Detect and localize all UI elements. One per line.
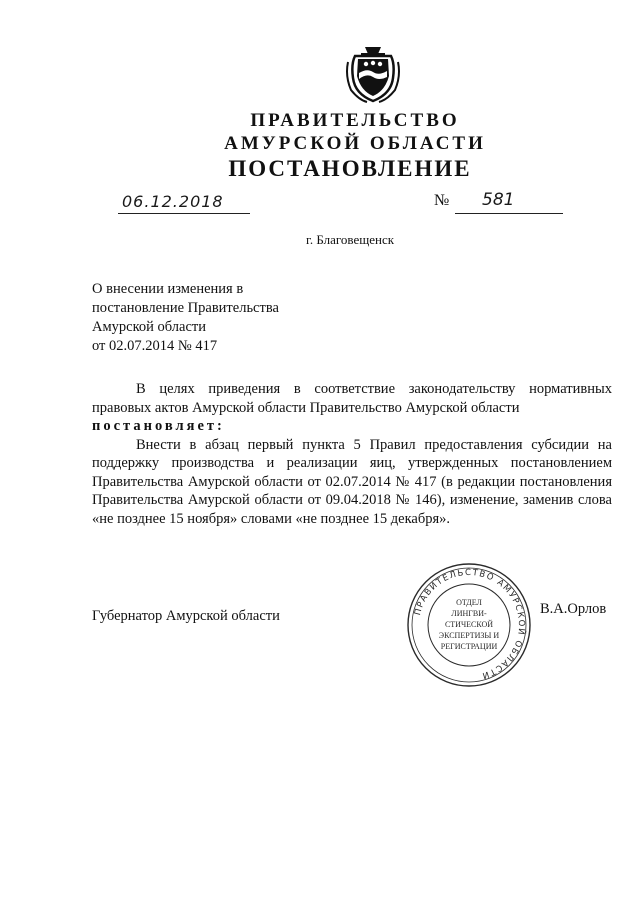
stamp-center-line: ОТДЕЛ: [456, 598, 482, 607]
number-label: №: [434, 192, 450, 209]
subject-line: от 02.07.2014 № 417: [92, 338, 218, 354]
document-type: ПОСТАНОВЛЕНИЕ: [228, 156, 472, 181]
document-body: [92, 380, 612, 528]
document-number: 581: [482, 190, 515, 210]
stamp-ring-text: ПРАВИТЕЛЬСТВО АМУРСКОЙ ОБЛАСТИ: [412, 567, 527, 681]
signer-name: В.А.Орлов: [540, 601, 607, 617]
org-name-line2: АМУРСКОЙ ОБЛАСТИ: [224, 133, 486, 154]
stamp-center-line: РЕГИСТРАЦИИ: [440, 642, 498, 651]
subject-line: постановление Правительства: [92, 300, 279, 316]
official-stamp: [406, 562, 532, 688]
org-name-line1: ПРАВИТЕЛЬСТВО: [250, 110, 460, 131]
resolve-word: постановляет:: [92, 418, 225, 434]
stamp-center-line: ЛИНГВИ-: [451, 609, 487, 618]
stamp-center-line: СТИЧЕСКОЙ: [444, 620, 494, 629]
preamble-paragraph: В целях приведения в соответствие законодательству нормативных правовых актов Амурской области Правительство Амурской области: [92, 381, 612, 416]
signer-title: Губернатор Амурской области: [92, 608, 280, 624]
coat-of-arms-icon: [345, 44, 401, 104]
document-date: 06.12.2018: [122, 192, 224, 211]
document-subject: [92, 280, 279, 356]
subject-line: Амурской области: [92, 319, 206, 335]
subject-line: О внесении изменения в: [92, 281, 244, 297]
city: г. Благовещенск: [305, 232, 395, 247]
stamp-center-line: ЭКСПЕРТИЗЫ И: [438, 631, 500, 640]
clause-paragraph: Внести в абзац первый пункта 5 Правил предоставления субсидии на поддержку производства и реализации яиц, утвержденных постановлением Правительства Амурской области от 02.07.2014 № 417 (в редакции постановления Правительства Амурской области от 09.04.2018 № 146), изменение, заменив слова «не позднее 15 ноября» словами «не позднее 15 декабря».: [92, 436, 612, 527]
